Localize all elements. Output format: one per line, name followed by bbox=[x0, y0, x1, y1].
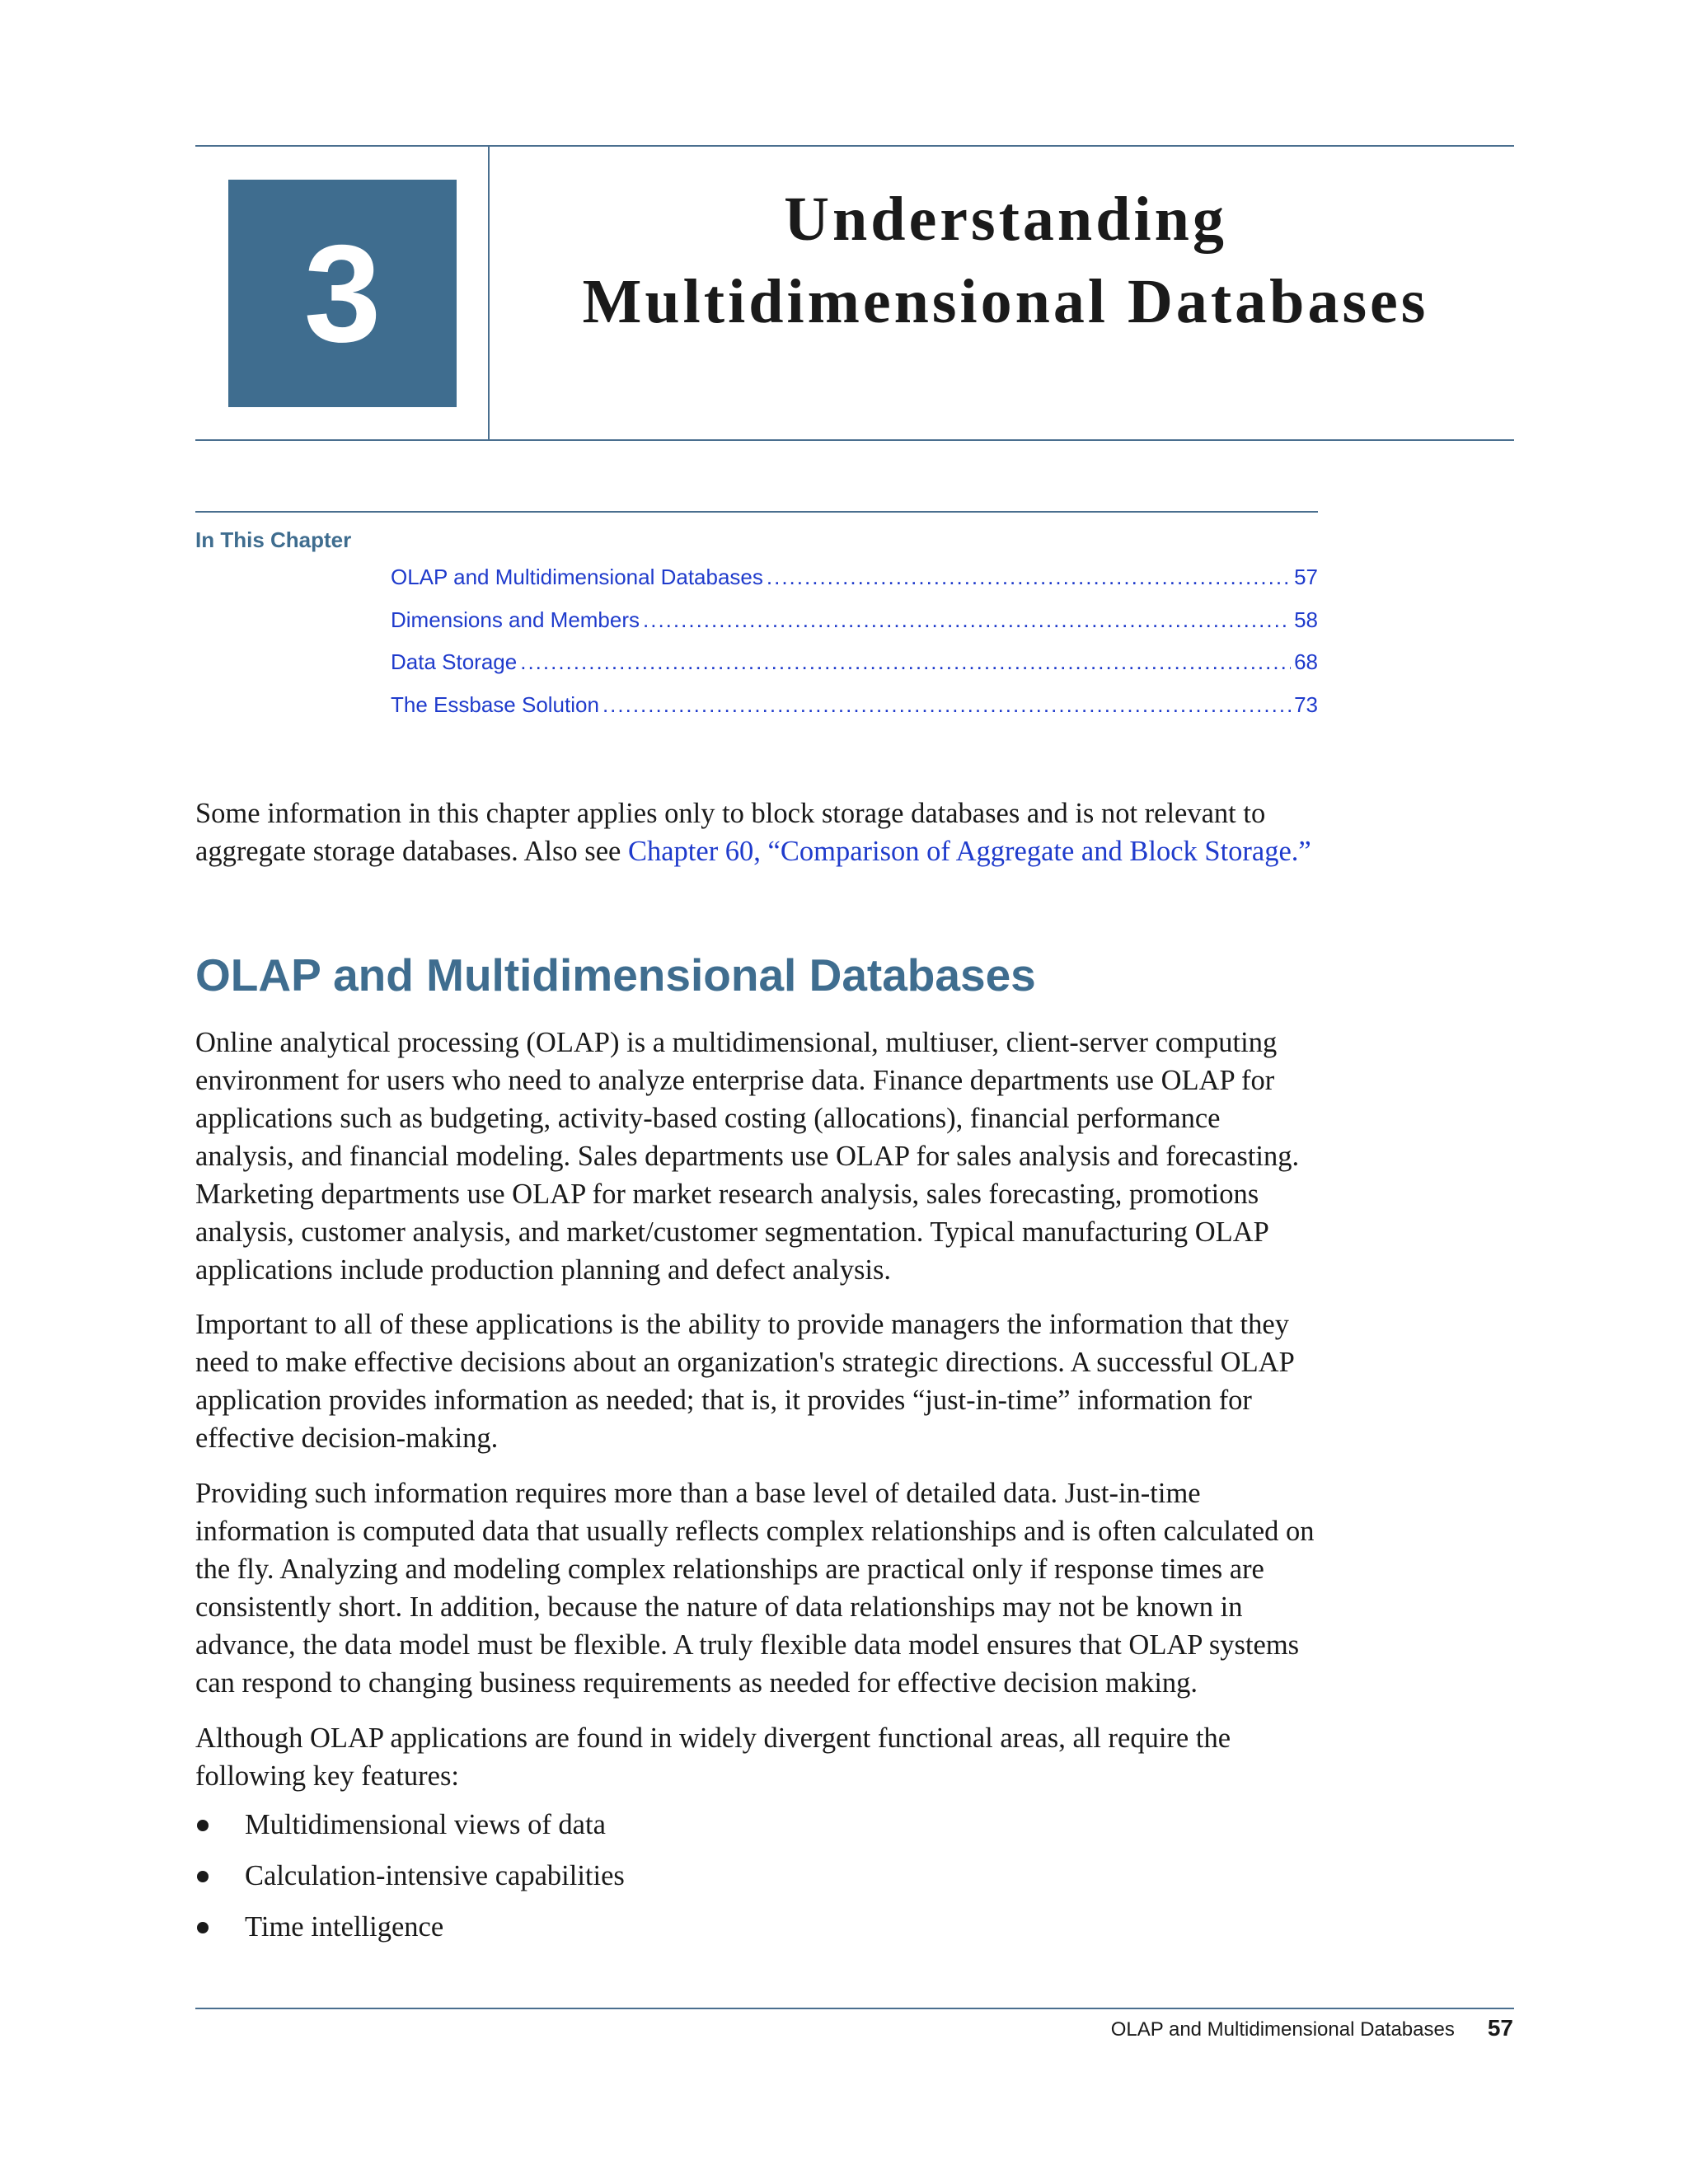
header-bottom-rule bbox=[195, 439, 1514, 441]
section-paragraph-2 bbox=[195, 1305, 1325, 1457]
toc-leader-dots bbox=[603, 692, 1291, 718]
section-paragraph-1 bbox=[195, 1024, 1325, 1289]
bullet-icon bbox=[197, 1922, 209, 1933]
list-item-text: Calculation-intensive capabilities bbox=[245, 1860, 625, 1891]
footer-page-number: 57 bbox=[1487, 2015, 1513, 2041]
bullet-icon bbox=[197, 1871, 209, 1882]
intro-text: Some information in this chapter applies only to block storage databases and is not relevant to aggregate storage databases. Also see bbox=[195, 798, 1266, 867]
toc-item-label[interactable]: OLAP and Multidimensional Databases bbox=[391, 565, 763, 589]
paragraph-text: Important to all of these applications is the ability to provide managers the information that they need to make effective decisions about an organization's strategic directions. A successful OLAP application provides information as needed; that is, it provides “just-in-time” information for effective decision-making. bbox=[195, 1309, 1294, 1454]
page-footer bbox=[1111, 2015, 1513, 2041]
chapter-number-box bbox=[228, 180, 457, 407]
toc-item-label[interactable]: Data Storage bbox=[391, 649, 518, 674]
paragraph-text: Although OLAP applications are found in widely divergent functional areas, all require the following key features: bbox=[195, 1722, 1231, 1792]
toc-item-page[interactable]: 68 bbox=[1294, 649, 1318, 674]
chapter-title-line-1: Understanding bbox=[784, 185, 1227, 254]
list-item-text: Time intelligence bbox=[245, 1911, 444, 1943]
toc-item[interactable] bbox=[391, 649, 1318, 692]
chapter-60-link[interactable]: Chapter 60, “Comparison of Aggregate and Block Storage.” bbox=[627, 836, 1311, 867]
toc-item[interactable] bbox=[391, 565, 1318, 607]
toc-item-label[interactable]: Dimensions and Members bbox=[391, 607, 640, 632]
list-item bbox=[195, 1857, 1325, 1908]
list-item-text: Multidimensional views of data bbox=[245, 1809, 606, 1840]
toc-leader-dots bbox=[520, 649, 1291, 675]
list-item bbox=[195, 1908, 1325, 1959]
toc-item-page[interactable]: 58 bbox=[1294, 607, 1318, 632]
header-top-rule bbox=[195, 145, 1514, 147]
toc-list bbox=[391, 565, 1318, 734]
chapter-title-line-2: Multidimensional Databases bbox=[582, 267, 1429, 336]
toc-item-label[interactable]: The Essbase Solution bbox=[391, 691, 599, 717]
intro-paragraph bbox=[195, 794, 1325, 870]
section-paragraph-4 bbox=[195, 1719, 1325, 1795]
footer-section-title: OLAP and Multidimensional Databases bbox=[1110, 2018, 1455, 2041]
toc-item-page[interactable]: 73 bbox=[1294, 691, 1318, 717]
paragraph-text: Online analytical processing (OLAP) is a multidimensional, multiuser, client-server computing environment for users who need to analyze enterprise data. Finance departments use OLAP for applications such as budgeting, activity-based costing (allocations), financial performance analysis, and financial modeling. Sales departments use OLAP for sales analysis and forecasting. Marketing departments use OLAP for market research analysis, sales forecasting, promotions analysis, customer analysis, and market/customer segmentation. Typical manufacturing OLAP applications include production planning and defect analysis. bbox=[195, 1027, 1300, 1286]
chapter-title bbox=[511, 178, 1500, 343]
section-paragraph-3 bbox=[195, 1474, 1325, 1702]
toc-top-rule bbox=[195, 511, 1318, 513]
header-divider bbox=[488, 147, 490, 440]
section-heading: OLAP and Multidimensional Databases bbox=[195, 949, 1036, 1001]
toc-item[interactable] bbox=[391, 692, 1318, 735]
chapter-number: 3 bbox=[303, 216, 382, 371]
paragraph-text: Providing such information requires more than a base level of detailed data. Just-in-time information is computed data that usually reflects complex relationships and is often calculated on the fly. Analyzing and modeling complex relationships are practical only if response times are consistently short. In addition, because the nature of data relationships may not be known in advance, the data model must be flexible. A truly flexible data model ensures that OLAP systems can respond to changing business requirements as needed for effective decision making. bbox=[195, 1478, 1315, 1699]
toc-leader-dots bbox=[767, 565, 1291, 590]
footer-rule bbox=[195, 2008, 1514, 2009]
toc-item[interactable] bbox=[391, 607, 1318, 650]
list-item bbox=[195, 1806, 1325, 1857]
key-features-list bbox=[195, 1806, 1325, 1959]
toc-heading: In This Chapter bbox=[195, 527, 352, 552]
toc-leader-dots bbox=[643, 607, 1291, 633]
toc-item-page[interactable]: 57 bbox=[1294, 565, 1318, 589]
bullet-icon bbox=[197, 1820, 209, 1831]
